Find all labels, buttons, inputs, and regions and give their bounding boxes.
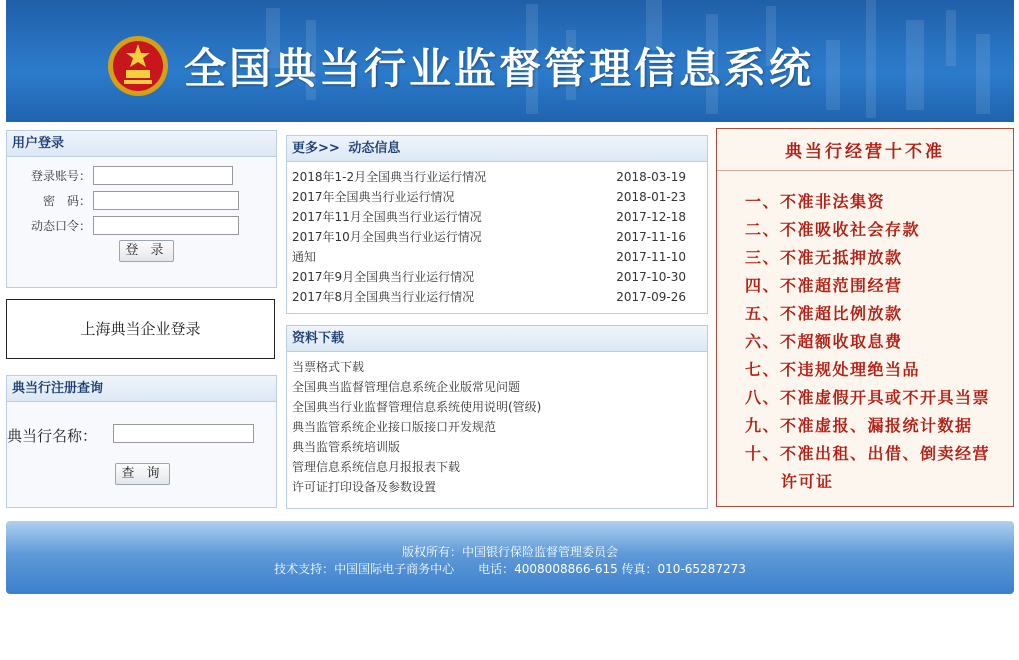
news-list: [292, 167, 699, 307]
news-date: 2017-12-18: [616, 210, 686, 224]
news-item[interactable]: [292, 187, 699, 207]
rule-item: 三、不准无抵押放款: [745, 248, 903, 267]
rule-item-continuation: 许可证: [781, 472, 834, 491]
rules-panel: [716, 128, 1014, 507]
national-emblem-icon: [106, 34, 170, 98]
downloads-panel: [286, 325, 708, 509]
registration-query-panel: [6, 375, 277, 508]
rule-item: 七、不违规处理绝当品: [745, 360, 921, 379]
news-date: 2018-03-19: [616, 170, 686, 184]
login-button[interactable]: 登 录: [119, 240, 174, 262]
dynamic-password-input[interactable]: [93, 216, 239, 235]
news-date: 2018-01-23: [616, 190, 686, 204]
password-row: [7, 191, 91, 211]
news-title[interactable]: 2017年10月全国典当行业运行情况: [292, 230, 482, 244]
rule-item: 五、不准超比例放款: [745, 304, 903, 323]
news-title[interactable]: 2017年全国典当行业运行情况: [292, 190, 455, 204]
download-item[interactable]: 典当监管系统企业接口版接口开发规范: [292, 420, 497, 434]
download-item[interactable]: 许可证打印设备及参数设置: [292, 480, 437, 494]
header-banner: [6, 0, 1014, 122]
download-item[interactable]: 当票格式下载: [292, 360, 365, 374]
more-news-link[interactable]: 更多>>: [292, 141, 340, 156]
news-item[interactable]: [292, 267, 699, 287]
login-heading: 用户登录: [7, 131, 276, 157]
login-panel: [6, 130, 277, 288]
news-title[interactable]: 2017年11月全国典当行业运行情况: [292, 210, 482, 224]
footer-copyright: 版权所有：中国银行保险监督管理委员会: [401, 545, 618, 559]
password-label: 密 码：: [42, 194, 91, 208]
news-date: 2017-10-30: [616, 270, 686, 284]
download-item[interactable]: 典当监管系统培训版: [292, 440, 401, 454]
query-button[interactable]: 查 询: [115, 463, 170, 485]
account-input[interactable]: [93, 166, 233, 185]
shanghai-login-link[interactable]: 上海典当企业登录: [6, 299, 275, 359]
downloads-list: [292, 357, 699, 497]
download-item[interactable]: 全国典当监督管理信息系统企业版常见问题: [292, 380, 521, 394]
news-heading-bar: [287, 136, 707, 162]
rule-item: 四、不准超范围经营: [745, 276, 903, 295]
downloads-heading: 资料下载: [287, 326, 707, 352]
news-date: 2017-09-26: [616, 290, 686, 304]
query-heading: 典当行注册查询: [7, 376, 276, 402]
footer-support: 技术支持：中国国际电子商务中心 电话：4008008866-615 传真：010-65287273: [274, 562, 746, 576]
site-title: 全国典当行业监督管理信息系统: [184, 44, 815, 93]
news-title[interactable]: 2017年9月全国典当行业运行情况: [292, 270, 475, 284]
dynamic-row: [7, 216, 91, 236]
download-item[interactable]: 管理信息系统信息月报报表下载: [292, 460, 461, 474]
password-input[interactable]: [93, 191, 239, 210]
news-title[interactable]: 2017年8月全国典当行业运行情况: [292, 290, 475, 304]
news-item[interactable]: [292, 227, 699, 247]
news-item[interactable]: [292, 287, 699, 307]
rule-item: 十、不准出租、出借、倒卖经营: [745, 444, 991, 463]
rule-item: 一、不准非法集资: [745, 192, 886, 211]
news-title[interactable]: 2018年1-2月全国典当行业运行情况: [292, 170, 487, 184]
rule-item: 六、不超额收取息费: [745, 332, 903, 351]
rule-item: 九、不准虚报、漏报统计数据: [745, 416, 973, 435]
account-row: [7, 166, 91, 186]
news-date: 2017-11-10: [616, 250, 686, 264]
account-label: 登录账号：: [30, 169, 91, 183]
footer: [6, 521, 1014, 594]
news-heading: 动态信息: [348, 141, 401, 156]
news-item[interactable]: [292, 247, 699, 267]
news-panel: [286, 135, 708, 314]
query-name-label: 典当行名称：: [7, 427, 98, 445]
news-item[interactable]: [292, 207, 699, 227]
rule-item: 八、不准虚假开具或不开具当票: [745, 388, 991, 407]
rules-title: 典当行经营十不准: [717, 129, 1013, 171]
news-date: 2017-11-16: [616, 230, 686, 244]
download-item[interactable]: 全国典当行业监督管理信息系统使用说明(管级): [292, 400, 542, 414]
rule-item: 二、不准吸收社会存款: [745, 220, 921, 239]
news-title[interactable]: 通知: [292, 250, 317, 264]
news-item[interactable]: [292, 167, 699, 187]
dynamic-label: 动态口令：: [30, 219, 91, 233]
pawnshop-name-input[interactable]: [113, 424, 254, 443]
